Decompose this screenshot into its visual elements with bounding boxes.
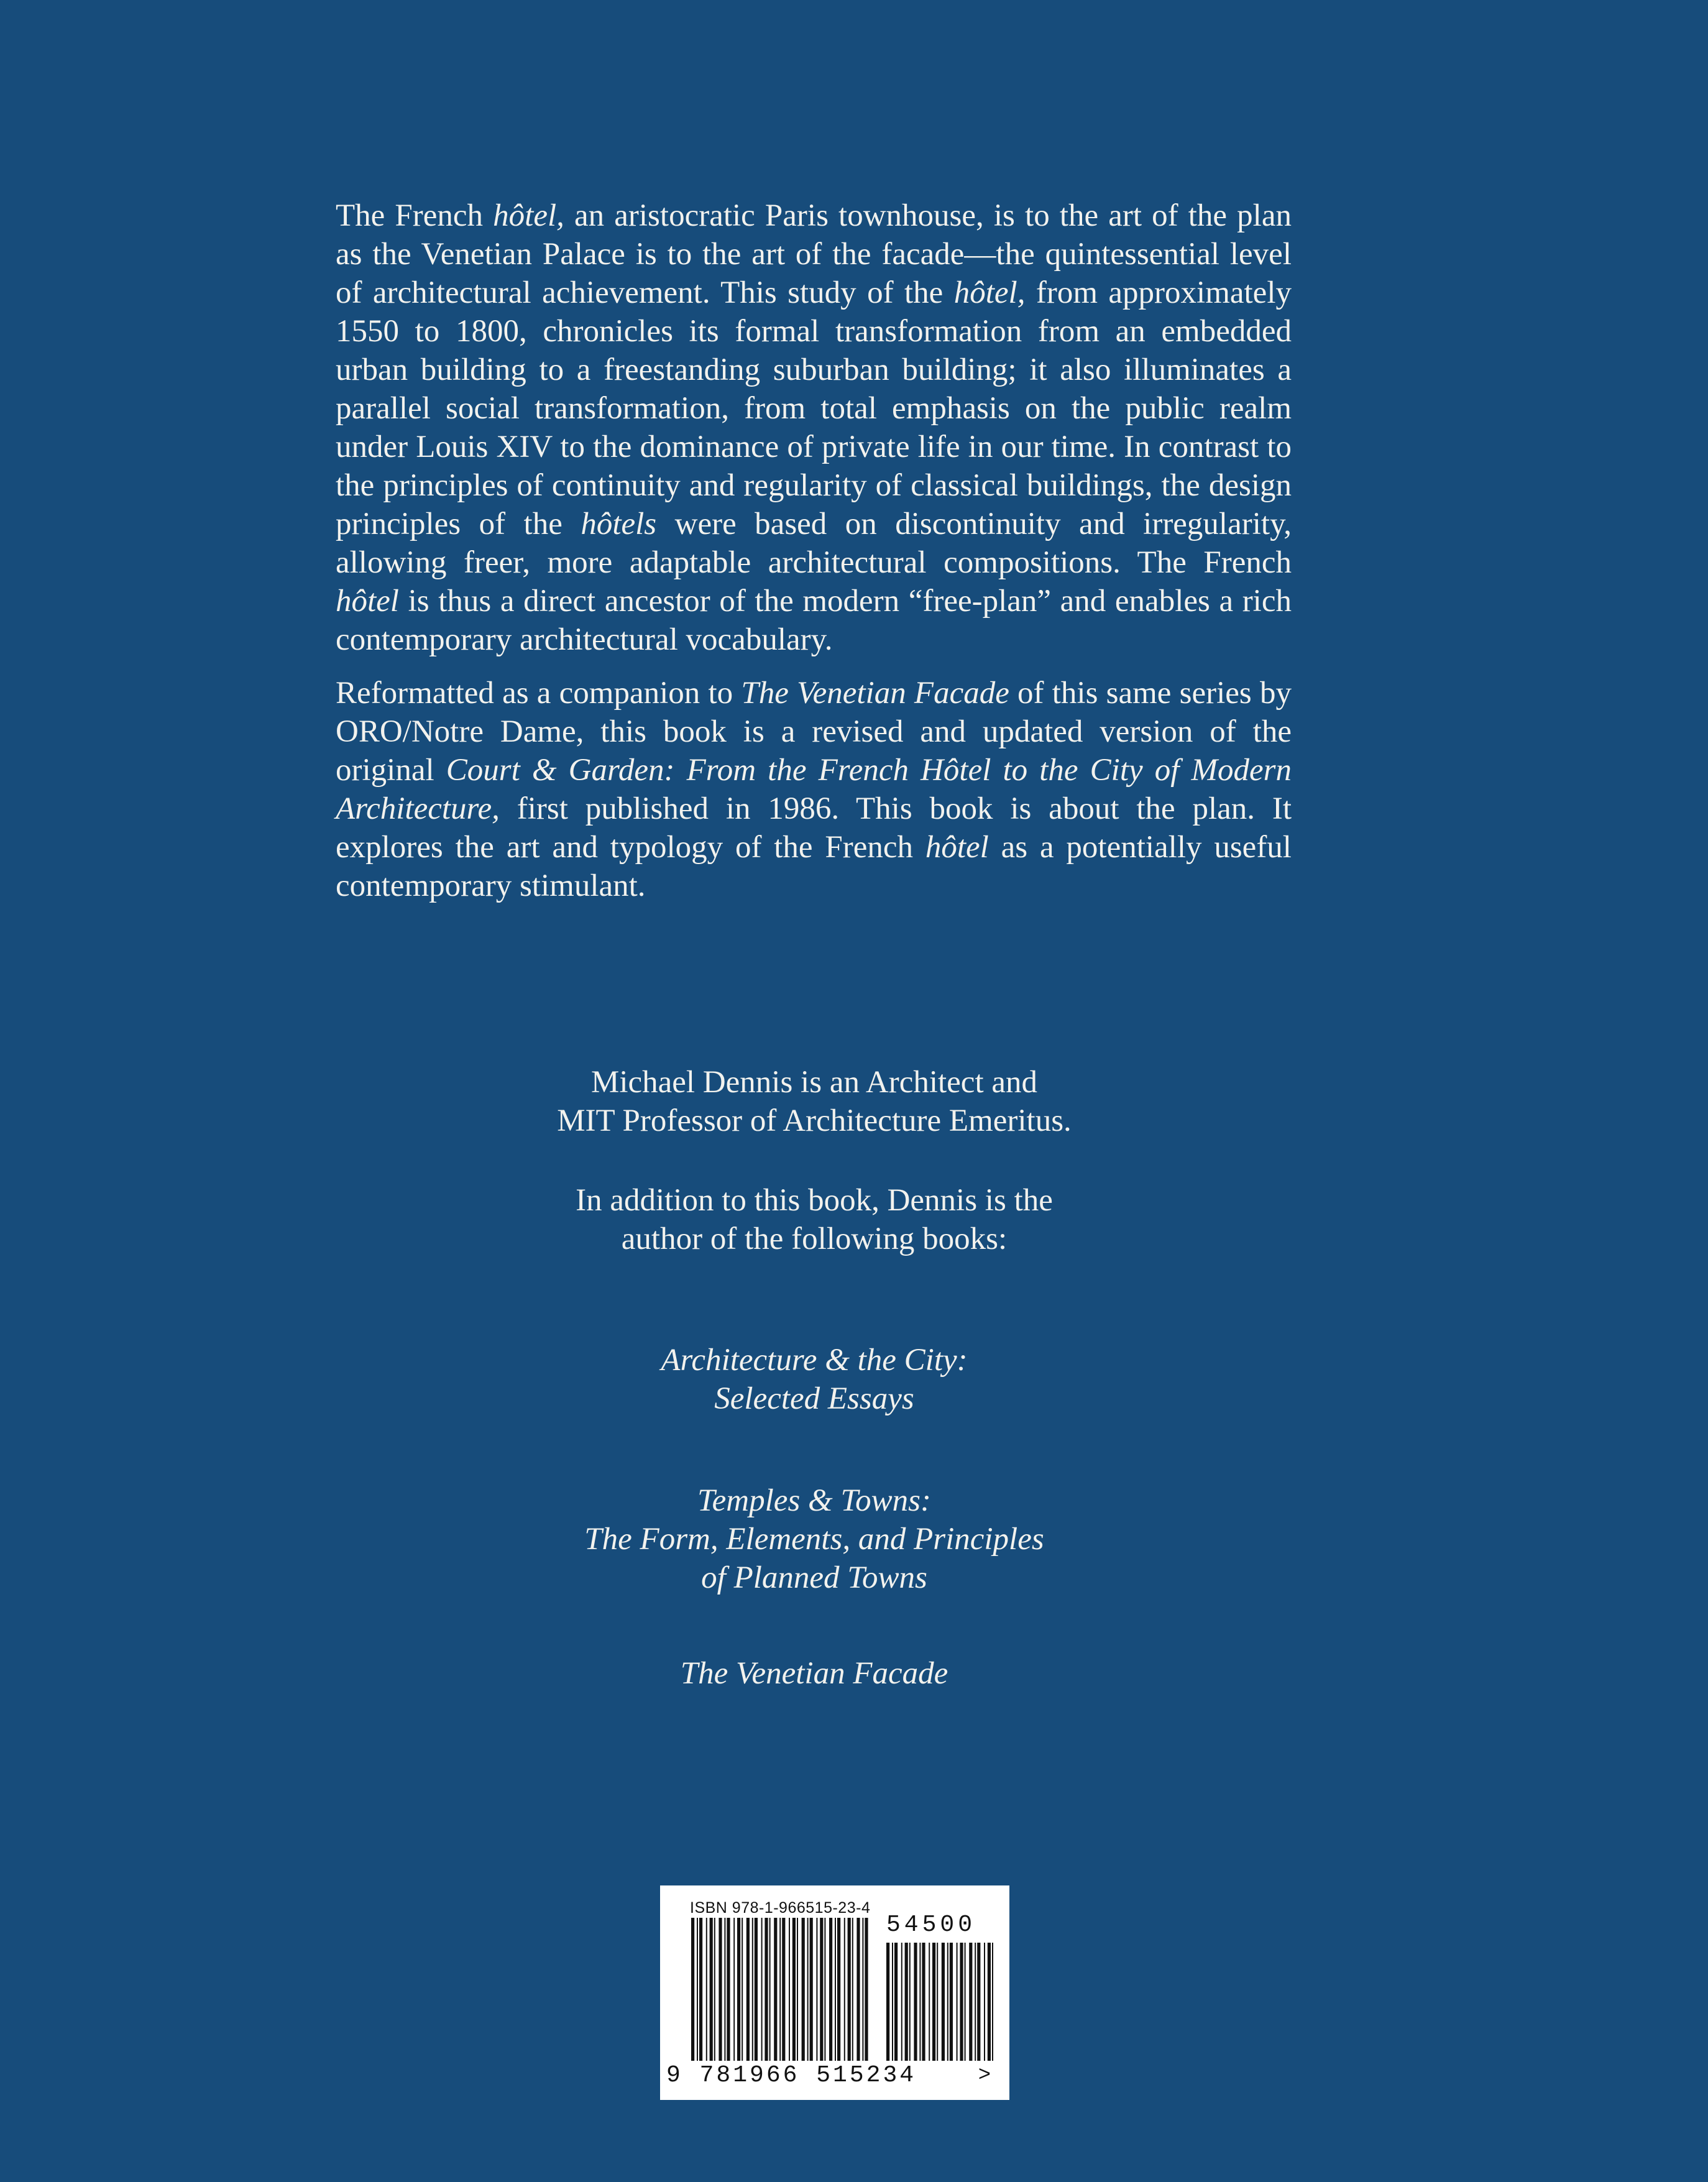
p1-segment-6: were based on discontinuity and irregularity, allowing freer, more adaptable architectural compositions. The French xyxy=(336,507,1292,580)
barcode-bar xyxy=(824,1918,825,2061)
barcode-bar xyxy=(733,1918,735,2061)
barcode-bar xyxy=(932,1943,935,2061)
barcode-bar xyxy=(810,1918,813,2061)
barcode-bar xyxy=(774,1918,777,2061)
barcode-bar xyxy=(977,1943,980,2061)
barcode-bar xyxy=(901,1943,902,2061)
p1-segment-5: hôtels xyxy=(581,507,657,541)
other-books-intro xyxy=(0,1181,1628,1258)
barcode-bar xyxy=(797,1918,798,2061)
barcode-bar xyxy=(752,1918,753,2061)
barcode-bar xyxy=(947,1943,948,2061)
barcode-bar xyxy=(886,1943,889,2061)
barcode-bar xyxy=(737,1918,740,2061)
p1-segment-0: The French xyxy=(336,198,494,233)
book-title-3-line-1: The Venetian Facade xyxy=(680,1656,948,1691)
barcode-bar xyxy=(852,1918,853,2061)
barcode-bar xyxy=(922,1943,925,2061)
book-title-2 xyxy=(0,1481,1628,1597)
barcode-bar xyxy=(755,1918,758,2061)
barcode-bar xyxy=(950,1943,953,2061)
barcode-bar xyxy=(699,1918,702,2061)
barcode-bar xyxy=(844,1918,845,2061)
barcode-bar xyxy=(909,1943,911,2061)
barcode-bar xyxy=(727,1918,730,2061)
barcode-bar xyxy=(789,1918,790,2061)
barcode-bar xyxy=(905,1943,908,2061)
barcode-bar xyxy=(856,1918,860,2061)
barcode-bar xyxy=(820,1918,823,2061)
barcode-bar xyxy=(969,1943,972,2061)
barcode-bar xyxy=(919,1943,921,2061)
barcode-bar xyxy=(807,1918,809,2061)
barcode-bar xyxy=(914,1943,917,2061)
book-title-1-line-1: Architecture & the City: xyxy=(661,1343,968,1378)
p1-segment-3: hôtel, xyxy=(953,275,1026,310)
barcode-bar xyxy=(984,1943,985,2061)
other-books-intro-line-2: author of the following books: xyxy=(621,1222,1008,1256)
barcode-bar xyxy=(724,1918,725,2061)
barcode-bar xyxy=(714,1918,715,2061)
other-books-intro-line-1: In addition to this book, Dennis is the xyxy=(576,1183,1053,1218)
isbn-barcode xyxy=(660,1885,1009,2100)
p1-segment-2: an aristocratic Paris townhouse, is to the art of the plan as the Venetian Palace is to the art of the facade—the quintessential level of architectural achievement. This study of the xyxy=(336,198,1292,310)
barcode-bar xyxy=(764,1918,768,2061)
barcode-bar xyxy=(792,1918,796,2061)
barcode-bar xyxy=(706,1918,707,2061)
author-bio-line-2: MIT Professor of Architecture Emeritus. xyxy=(557,1103,1072,1138)
barcode-bar xyxy=(848,1918,851,2061)
p1-segment-7: hôtel xyxy=(336,584,399,619)
barcode-bar xyxy=(960,1943,963,2061)
barcode-bar xyxy=(691,1918,694,2061)
p2-segment-4: first published in 1986. This book is about the plan. It explores the art and typology of the French xyxy=(336,791,1292,865)
barcode-bar xyxy=(835,1918,836,2061)
barcode-bar xyxy=(710,1918,713,2061)
description-blurb xyxy=(336,196,1292,920)
barcode-bar xyxy=(975,1943,976,2061)
barcode-bar xyxy=(929,1943,930,2061)
book-title-1-line-2: Selected Essays xyxy=(714,1381,914,1416)
p2-segment-2: of this same series by ORO/Notre Dame, this book is a revised and updated version of the original xyxy=(336,676,1292,788)
quiet-zone-arrow: > xyxy=(978,2062,991,2086)
author-bio xyxy=(0,1063,1628,1140)
p1-segment-8: is thus a direct ancestor of the modern “free-plan” and enables a rich contemporary architectural vocabulary. xyxy=(336,584,1292,657)
barcode-bar xyxy=(761,1918,763,2061)
barcode-bar xyxy=(802,1918,805,2061)
barcode-bar xyxy=(942,1943,945,2061)
isbn-label: ISBN 978-1-966515-23-4 xyxy=(690,1899,871,1917)
p2-segment-1: The Venetian Facade xyxy=(741,676,1009,711)
barcode-bar xyxy=(829,1918,832,2061)
barcode-bar xyxy=(957,1943,958,2061)
p2-segment-5: hôtel xyxy=(925,830,989,865)
barcode-bar xyxy=(892,1943,893,2061)
barcode-bar xyxy=(746,1918,750,2061)
book-title-2-line-2: The Form, Elements, and Principles xyxy=(584,1522,1044,1557)
barcode-bar xyxy=(862,1918,863,2061)
book-title-1 xyxy=(0,1341,1628,1418)
barcode-bar xyxy=(965,1943,966,2061)
description-paragraph-1 xyxy=(336,196,1292,659)
author-bio-line-1: Michael Dennis is an Architect and xyxy=(590,1065,1038,1100)
barcode-bar xyxy=(937,1943,938,2061)
description-paragraph-2 xyxy=(336,674,1292,905)
book-title-2-line-1: Temples & Towns: xyxy=(697,1483,931,1518)
p2-segment-0: Reformatted as a companion to xyxy=(336,676,742,711)
barcode-bar xyxy=(992,1943,993,2061)
price-code: 54500 xyxy=(886,1912,976,1938)
ean-digits: 9 781966 515234 xyxy=(666,2062,917,2089)
book-title-3 xyxy=(0,1654,1628,1693)
barcode-bar xyxy=(837,1918,840,2061)
barcode-bar xyxy=(988,1943,991,2061)
p2-segment-3: Court & Garden: From the French Hôtel to the City of Modern Architecture, xyxy=(336,753,1292,826)
barcode-bar xyxy=(816,1918,817,2061)
barcode-bar xyxy=(769,1918,771,2061)
barcode-bar xyxy=(697,1918,698,2061)
p1-segment-4: from approximately 1550 to 1800, chronicles its formal transformation from an embedded urban building to a freestanding suburban building; it also illuminates a parallel social transformation, from total emphasis on the public realm under Louis XIV to the dominance of private life in our time. In contrast to the principles of continuity and regularity of classical buildings, the design principles of the xyxy=(336,275,1292,541)
p1-segment-1: hôtel, xyxy=(493,198,564,233)
barcode-bar xyxy=(782,1918,785,2061)
barcode-bar xyxy=(894,1943,898,2061)
barcode-bar xyxy=(719,1918,722,2061)
barcode-bar xyxy=(742,1918,743,2061)
barcode-bar xyxy=(779,1918,781,2061)
barcode-bar xyxy=(865,1918,868,2061)
p2-segment-6: as a potentially useful contemporary stimulant. xyxy=(336,830,1292,903)
book-title-2-line-3: of Planned Towns xyxy=(701,1560,927,1595)
